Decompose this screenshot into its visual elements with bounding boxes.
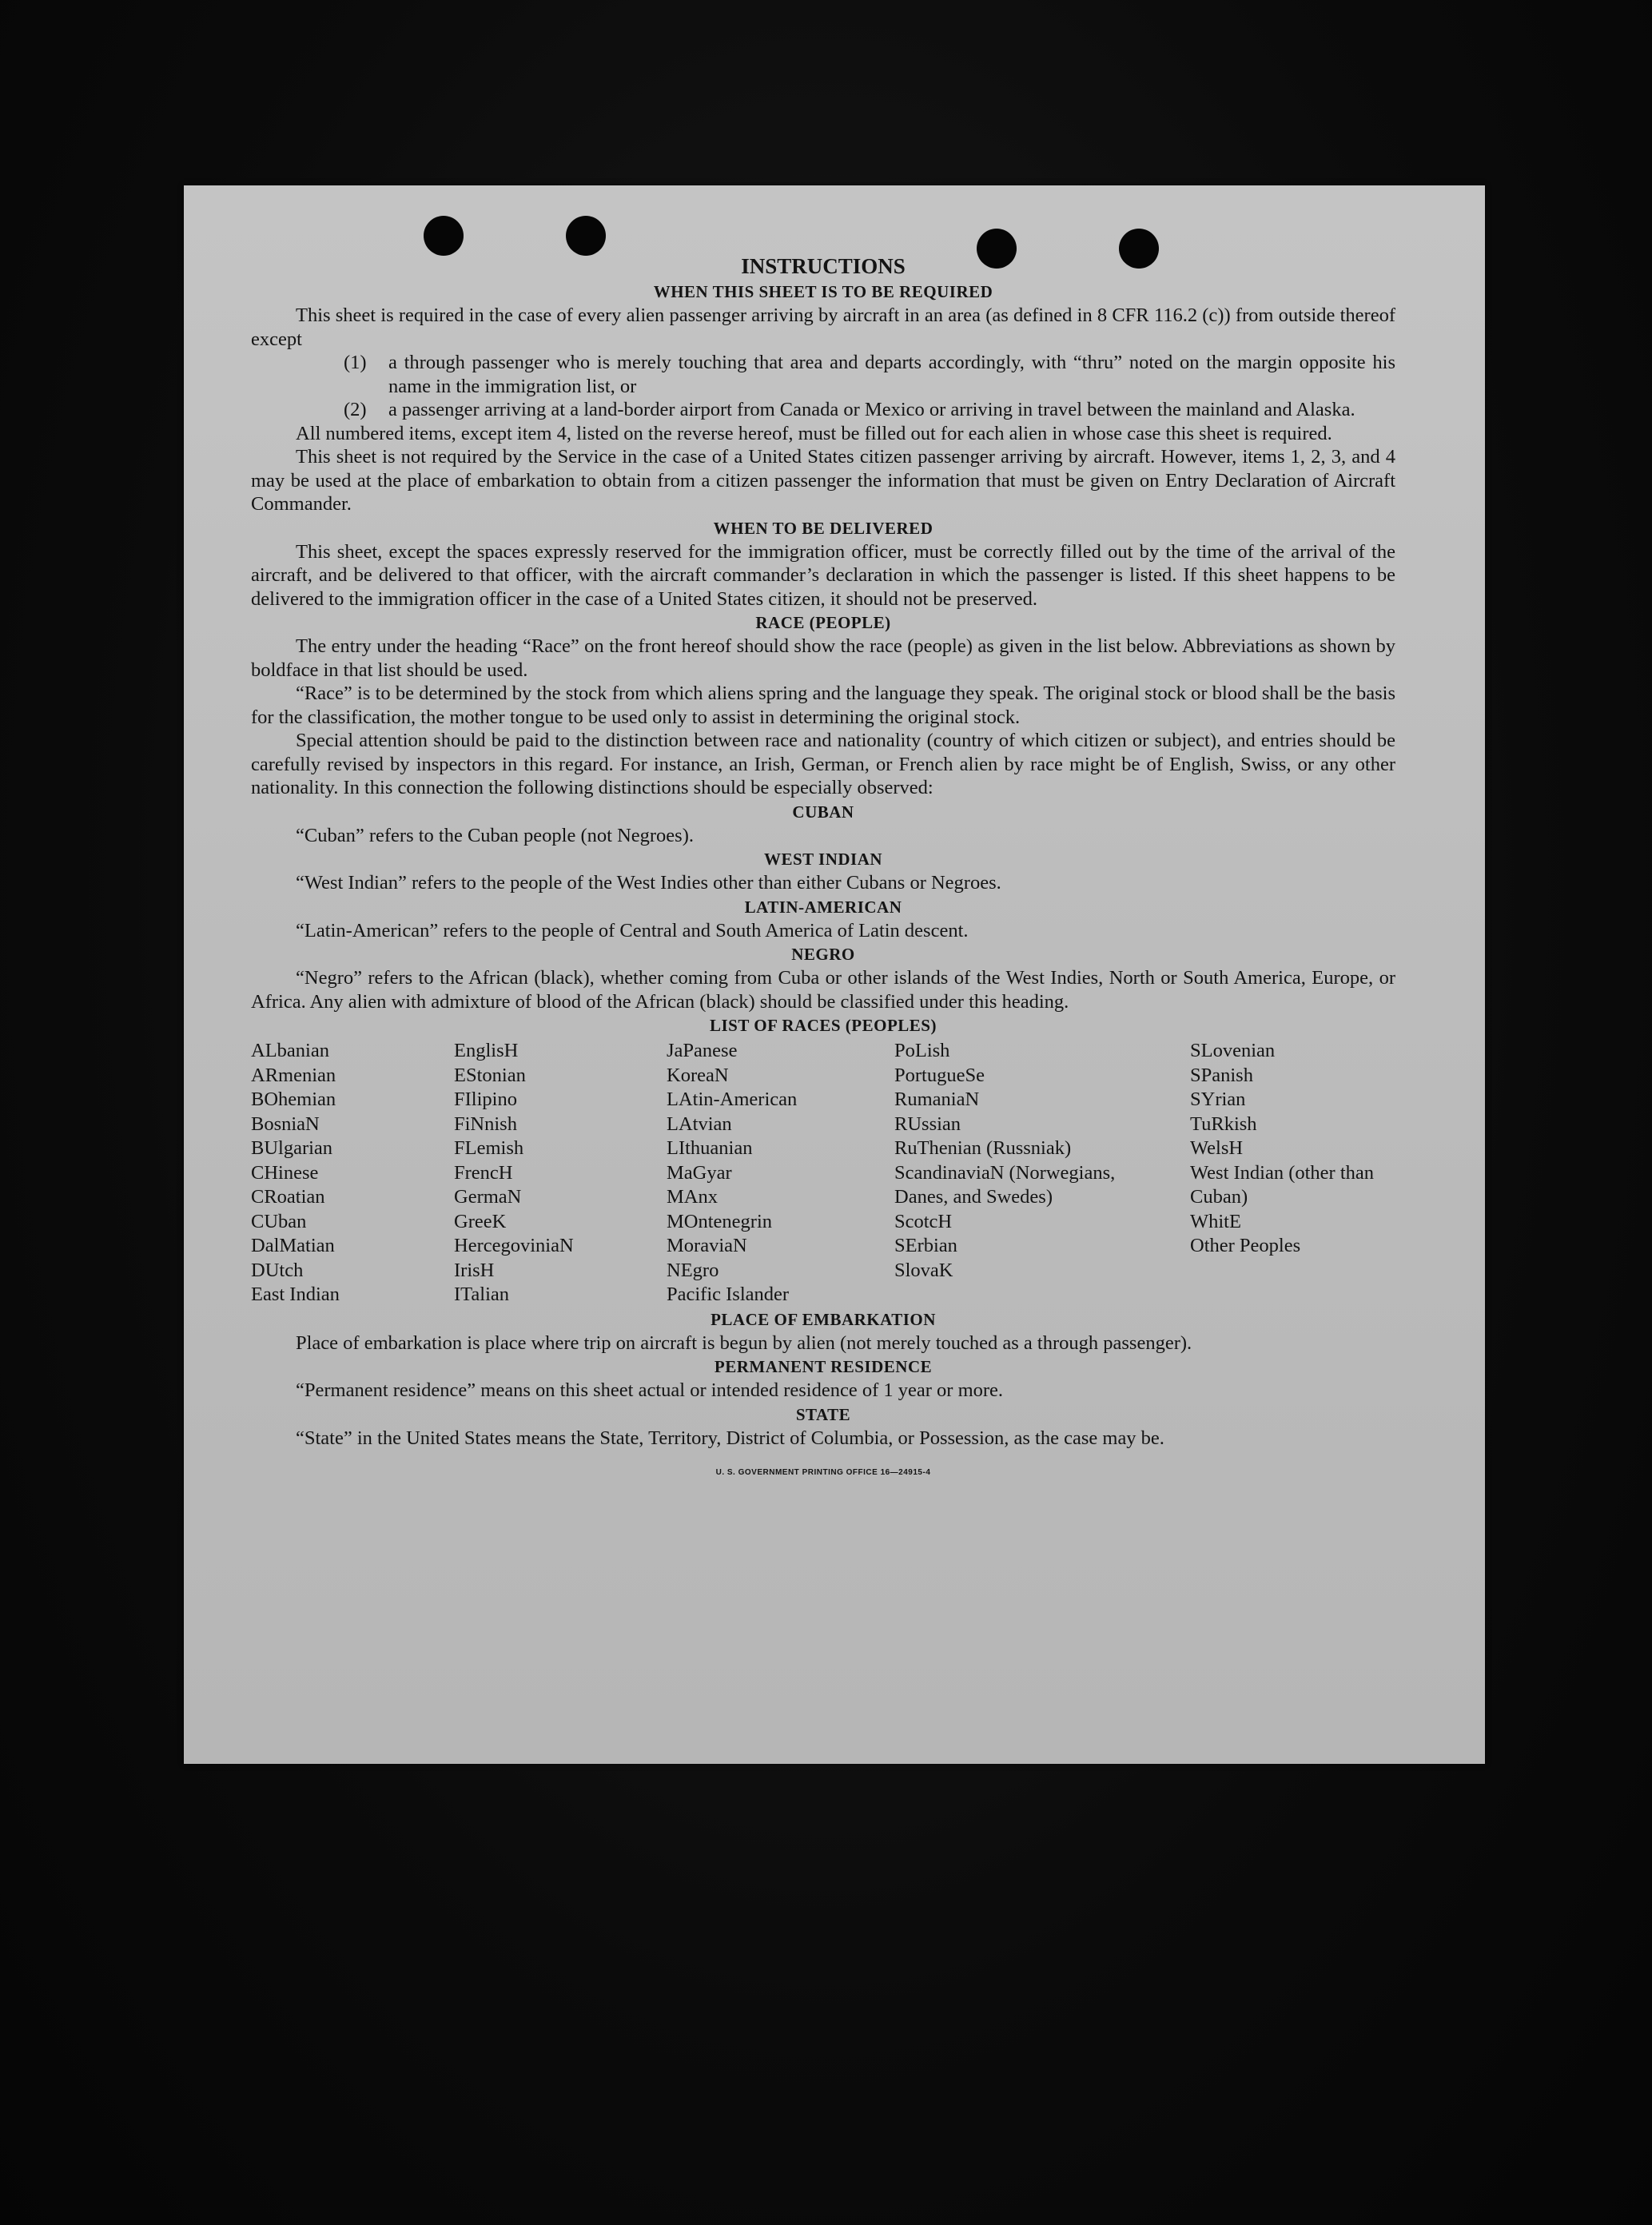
- race-entry: BosniaN: [251, 1112, 320, 1135]
- race-entry: DalMatian: [251, 1235, 335, 1256]
- race-entry: ScotcH: [894, 1210, 953, 1232]
- list-item: [344, 351, 1395, 398]
- section-heading: WHEN THIS SHEET IS TO BE REQUIRED: [653, 282, 993, 301]
- section-heading: RACE (PEOPLE): [755, 613, 891, 632]
- paragraph: All numbered items, except item 4, listed on the reverse hereof, must be filled out for each alien in whose case this sheet is required.: [296, 422, 1332, 444]
- race-entry: MaGyar: [667, 1161, 732, 1184]
- paragraph: “Cuban” refers to the Cuban people (not Negroes).: [296, 824, 694, 846]
- race-entry: NEgro: [667, 1259, 719, 1281]
- race-entry: BOhemian: [251, 1089, 336, 1110]
- race-entry: PortugueSe: [894, 1064, 985, 1086]
- race-entry: JaPanese: [667, 1040, 738, 1061]
- race-entry: MOntenegrin: [667, 1210, 772, 1232]
- punch-hole: [424, 216, 464, 256]
- document-body: [251, 253, 1395, 1485]
- section-heading: LIST OF RACES (PEOPLES): [710, 1016, 937, 1035]
- section-heading: WEST INDIAN: [763, 850, 883, 869]
- race-entry: MoraviaN: [667, 1235, 747, 1256]
- race-entry: BUlgarian: [251, 1137, 333, 1159]
- race-entry: HercegoviniaN: [454, 1235, 574, 1256]
- race-entry: Pacific Islander: [667, 1284, 790, 1305]
- race-entry: SErbian: [894, 1235, 957, 1256]
- race-entry: CHinese: [251, 1161, 319, 1184]
- section-heading: PLACE OF EMBARKATION: [711, 1309, 936, 1329]
- race-entry: LAtvian: [667, 1112, 732, 1135]
- race-entry: ITalian: [454, 1284, 510, 1305]
- paragraph: “Race” is to be determined by the stock from which aliens spring and the language they speak. The original stock or blood shall be the basis for the classification, the mother tongue to be used only to assist in determining the original stock.: [251, 683, 1395, 728]
- paragraph: “Negro” refers to the African (black), whether coming from Cuba or other islands of the West Indies, North or South America, Europe, or Africa. Any alien with admixture of blood of the African (black) should be classified under this heading.: [251, 967, 1395, 1013]
- punch-hole: [566, 216, 606, 256]
- section-heading: STATE: [795, 1404, 851, 1424]
- race-entry: MAnx: [667, 1186, 718, 1208]
- race-entry: LAtin-American: [667, 1089, 798, 1110]
- paragraph: “Latin-American” refers to the people of Central and South America of Latin descent.: [296, 919, 969, 941]
- race-entry: EStonian: [454, 1064, 526, 1086]
- paragraph: This sheet is required in the case of every alien passenger arriving by aircraft in an area (as defined in 8 CFR 116.2 (c)) from outside thereof except: [251, 304, 1395, 350]
- race-entry: FLemish: [454, 1137, 524, 1159]
- paragraph: “State” in the United States means the State, Territory, District of Columbia, or Possession, as the case may be.: [296, 1427, 1164, 1449]
- race-entry: CUban: [251, 1210, 307, 1232]
- race-entry: KoreaN: [667, 1064, 729, 1086]
- section-heading: LATIN-AMERICAN: [744, 897, 902, 917]
- races-column: [251, 1039, 454, 1308]
- section-heading: PERMANENT RESIDENCE: [714, 1357, 933, 1376]
- race-entry: GermaN: [454, 1186, 522, 1208]
- race-entry: TuRkish: [1190, 1112, 1257, 1135]
- paragraph: “West Indian” refers to the people of the West Indies other than either Cubans or Negroes.: [296, 872, 1001, 894]
- race-entry: RUssian: [894, 1112, 961, 1135]
- race-entry: SLovenian: [1190, 1040, 1276, 1061]
- race-entry: SYrian: [1190, 1089, 1246, 1110]
- race-entry: EnglisH: [454, 1040, 519, 1061]
- item-text: a passenger arriving at a land-border airport from Canada or Mexico or arriving in travel between the mainland and Alaska.: [388, 399, 1355, 420]
- item-number: (1): [344, 352, 367, 373]
- race-entry: RumaniaN: [894, 1089, 980, 1110]
- item-text: a through passenger who is merely touching that area and departs accordingly, with “thru” noted on the margin opposite his name in the immigration list, or: [388, 352, 1395, 397]
- races-column: [1190, 1039, 1395, 1308]
- races-table: [251, 1039, 1395, 1308]
- paragraph: This sheet, except the spaces expressly reserved for the immigration officer, must be correctly filled out by the time of the arrival of the aircraft, and be delivered to that officer, with the aircraft commander’s declaration in which the passenger is listed. If this sheet happens to be delivered to the immigration officer in the case of a United States citizen, it should not be preserved.: [251, 540, 1395, 610]
- race-entry: SPanish: [1190, 1064, 1253, 1086]
- item-number: (2): [344, 399, 367, 420]
- race-entry: IrisH: [454, 1259, 495, 1281]
- race-entry: ALbanian: [251, 1040, 329, 1061]
- race-entry: SlovaK: [894, 1259, 953, 1281]
- race-entry: Other Peoples: [1190, 1235, 1301, 1256]
- race-entry: East Indian: [251, 1284, 340, 1305]
- race-entry: ARmenian: [251, 1064, 336, 1086]
- printer-imprint: U. S. GOVERNMENT PRINTING OFFICE 16—24915-4: [715, 1468, 931, 1477]
- race-entry: RuThenian (Russniak): [894, 1137, 1072, 1159]
- paragraph: The entry under the heading “Race” on the front hereof should show the race (people) as given in the list below. Abbreviations as shown by boldface in that list should be used.: [251, 635, 1395, 681]
- paragraph: Special attention should be paid to the distinction between race and nationality (country of which citizen or subject), and entries should be carefully revised by inspectors in this regard. For instance, an Irish, German, or French alien by race might be of English, Swiss, or any other nationality. In this connection the following distinctions should be especially observed:: [251, 730, 1395, 798]
- paragraph: This sheet is not required by the Service in the case of a United States citizen passenger arriving by aircraft. However, items 1, 2, 3, and 4 may be used at the place of embarkation to obtain from a citizen passenger the information that must be given on Entry Declaration of Aircraft Commander.: [251, 446, 1395, 515]
- section-heading: CUBAN: [792, 802, 854, 822]
- race-entry: WhitE: [1190, 1210, 1241, 1232]
- race-entry: FIlipino: [454, 1089, 517, 1110]
- race-entry: LIthuanian: [667, 1137, 753, 1159]
- races-column: [454, 1039, 667, 1308]
- race-entry: FrencH: [454, 1161, 513, 1184]
- race-entry: ScandinaviaN (Norwegians, Danes, and Swedes): [894, 1161, 1116, 1208]
- race-entry: DUtch: [251, 1259, 304, 1281]
- races-column: [894, 1039, 1190, 1308]
- document-page: [184, 185, 1485, 1764]
- race-entry: West Indian (other than Cuban): [1190, 1161, 1375, 1208]
- race-entry: PoLish: [894, 1040, 950, 1061]
- race-entry: FiNnish: [454, 1112, 517, 1135]
- section-heading: NEGRO: [791, 945, 855, 964]
- race-entry: GreeK: [454, 1210, 507, 1232]
- paragraph: Place of embarkation is place where trip on aircraft is begun by alien (not merely touched as a through passenger).: [296, 1331, 1192, 1354]
- page-title: INSTRUCTIONS: [741, 254, 906, 278]
- section-heading: WHEN TO BE DELIVERED: [713, 518, 933, 538]
- races-column: [667, 1039, 894, 1308]
- race-entry: WelsH: [1190, 1137, 1244, 1159]
- race-entry: CRoatian: [251, 1186, 325, 1208]
- list-item: [344, 398, 1395, 422]
- paragraph: “Permanent residence” means on this sheet actual or intended residence of 1 year or more.: [296, 1379, 1004, 1401]
